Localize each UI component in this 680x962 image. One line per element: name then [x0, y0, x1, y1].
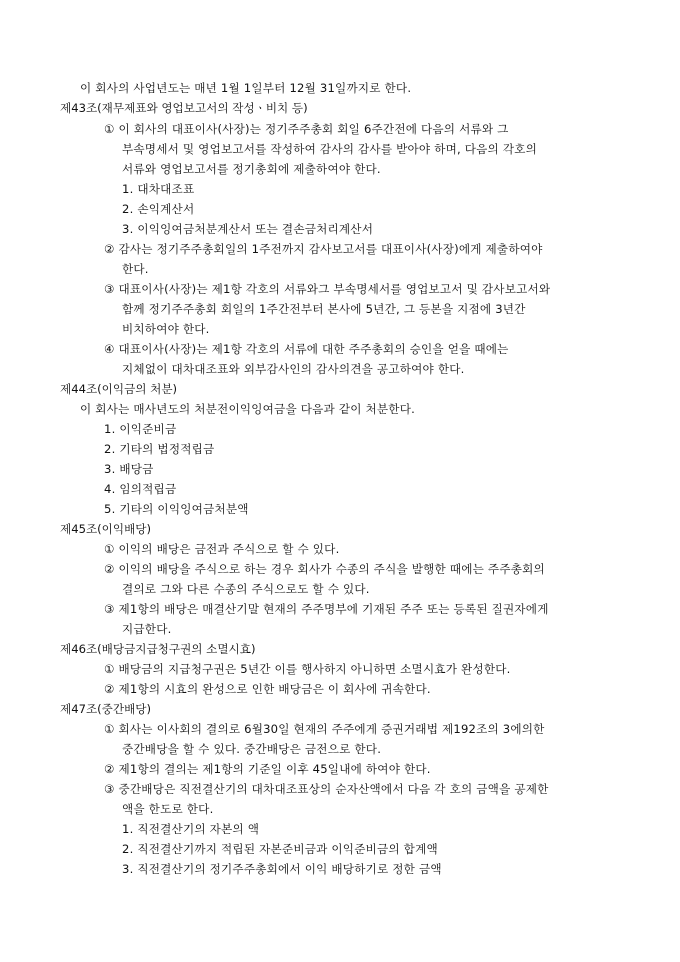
fiscal-year-sentence: 이 회사의 사업년도는 매년 1월 1일부터 12월 31일까지로 한다.	[80, 81, 412, 95]
article-47-para-1-cont: 중간배당을 할 수 있다. 중간배당은 금전으로 한다.	[122, 742, 382, 756]
article-46-heading: 제46조(배당금지급청구권의 소멸시효)	[60, 642, 256, 656]
article-44-body: 이 회사는 매사년도의 처분전이익잉여금을 다음과 같이 처분한다.	[80, 402, 415, 416]
article-47-para-1: ① 회사는 이사회의 결의로 6월30일 현재의 주주에게 증권거래법 제192조의 3에의한	[104, 722, 545, 736]
list-item: 2. 직전결산기까지 적립된 자본준비금과 이익준비금의 합계액	[122, 842, 438, 856]
article-45-para-2-cont: 결의로 그와 다른 수종의 주식으로도 할 수 있다.	[122, 582, 370, 596]
article-43-para-3-cont: 함께 정기주주총회 회일의 1주간전부터 본사에 5년간, 그 등본을 지점에 3년간	[122, 302, 526, 316]
article-43-para-4-cont: 지체없이 대차대조표와 외부감사인의 감사의견을 공고하여야 한다.	[122, 362, 465, 376]
list-item: 4. 임의적립금	[104, 482, 177, 496]
article-43-heading: 제43조(재무제표와 영업보고서의 작성ㆍ비치 등)	[60, 101, 308, 115]
article-47-para-3-cont: 액을 한도로 한다.	[122, 802, 214, 816]
article-43-para-3-cont: 비치하여야 한다.	[122, 322, 210, 336]
article-45-heading: 제45조(이익배당)	[60, 522, 151, 536]
list-item: 3. 배당금	[104, 462, 154, 476]
article-43-para-3: ③ 대표이사(사장)는 제1항 각호의 서류와그 부속명세서를 영업보고서 및 감사보고서와	[104, 282, 551, 296]
list-item: 3. 이익잉여금처분계산서 또는 결손금처리계산서	[122, 222, 374, 236]
article-47-para-3: ③ 중간배당은 직전결산기의 대차대조표상의 순자산액에서 다음 각 호의 금액을 공제한	[104, 782, 549, 796]
list-item: 3. 직전결산기의 정기주주총회에서 이익 배당하기로 정한 금액	[122, 862, 442, 876]
article-47-para-2: ② 제1항의 결의는 제1항의 기준일 이후 45일내에 하여야 한다.	[104, 762, 431, 776]
article-43-para-4: ④ 대표이사(사장)는 제1항 각호의 서류에 대한 주주총회의 승인을 얻을 때에는	[104, 342, 509, 356]
article-43-para-2-cont: 한다.	[122, 262, 149, 276]
article-44-heading: 제44조(이익금의 처분)	[60, 382, 178, 396]
list-item: 2. 손익계산서	[122, 202, 195, 216]
article-45-para-1: ① 이익의 배당은 금전과 주식으로 할 수 있다.	[104, 542, 340, 556]
article-45-para-2: ② 이익의 배당을 주식으로 하는 경우 회사가 수종의 주식을 발행한 때에는 주주총회의	[104, 562, 545, 576]
article-43-para-2: ② 감사는 정기주주총회일의 1주전까지 감사보고서를 대표이사(사장)에게 제출하여야	[104, 242, 543, 256]
article-46-para-1: ① 배당금의 지급청구권은 5년간 이를 행사하지 아니하면 소멸시효가 완성한다.	[104, 662, 511, 676]
article-45-para-3-cont: 지급한다.	[122, 622, 172, 636]
list-item: 1. 직전결산기의 자본의 액	[122, 822, 260, 836]
list-item: 1. 대차대조표	[122, 182, 195, 196]
article-43-para-1-cont: 부속명세서 및 영업보고서를 작성하여 감사의 감사를 받아야 하며, 다음의 각호의	[122, 142, 538, 156]
article-47-heading: 제47조(중간배당)	[60, 702, 151, 716]
article-43-para-1: ① 이 회사의 대표이사(사장)는 정기주주총회 회일 6주간전에 다음의 서류와 그	[104, 122, 509, 136]
article-43-para-1-cont: 서류와 영업보고서를 정기총회에 제출하여야 한다.	[122, 162, 381, 176]
article-45-para-3: ③ 제1항의 배당은 매결산기말 현재의 주주명부에 기재된 주주 또는 등록된 질권자에게	[104, 602, 549, 616]
list-item: 5. 기타의 이익잉여금처분액	[104, 502, 249, 516]
list-item: 1. 이익준비금	[104, 422, 177, 436]
list-item: 2. 기타의 법정적립금	[104, 442, 215, 456]
article-46-para-2: ② 제1항의 시효의 완성으로 인한 배당금은 이 회사에 귀속한다.	[104, 682, 431, 696]
